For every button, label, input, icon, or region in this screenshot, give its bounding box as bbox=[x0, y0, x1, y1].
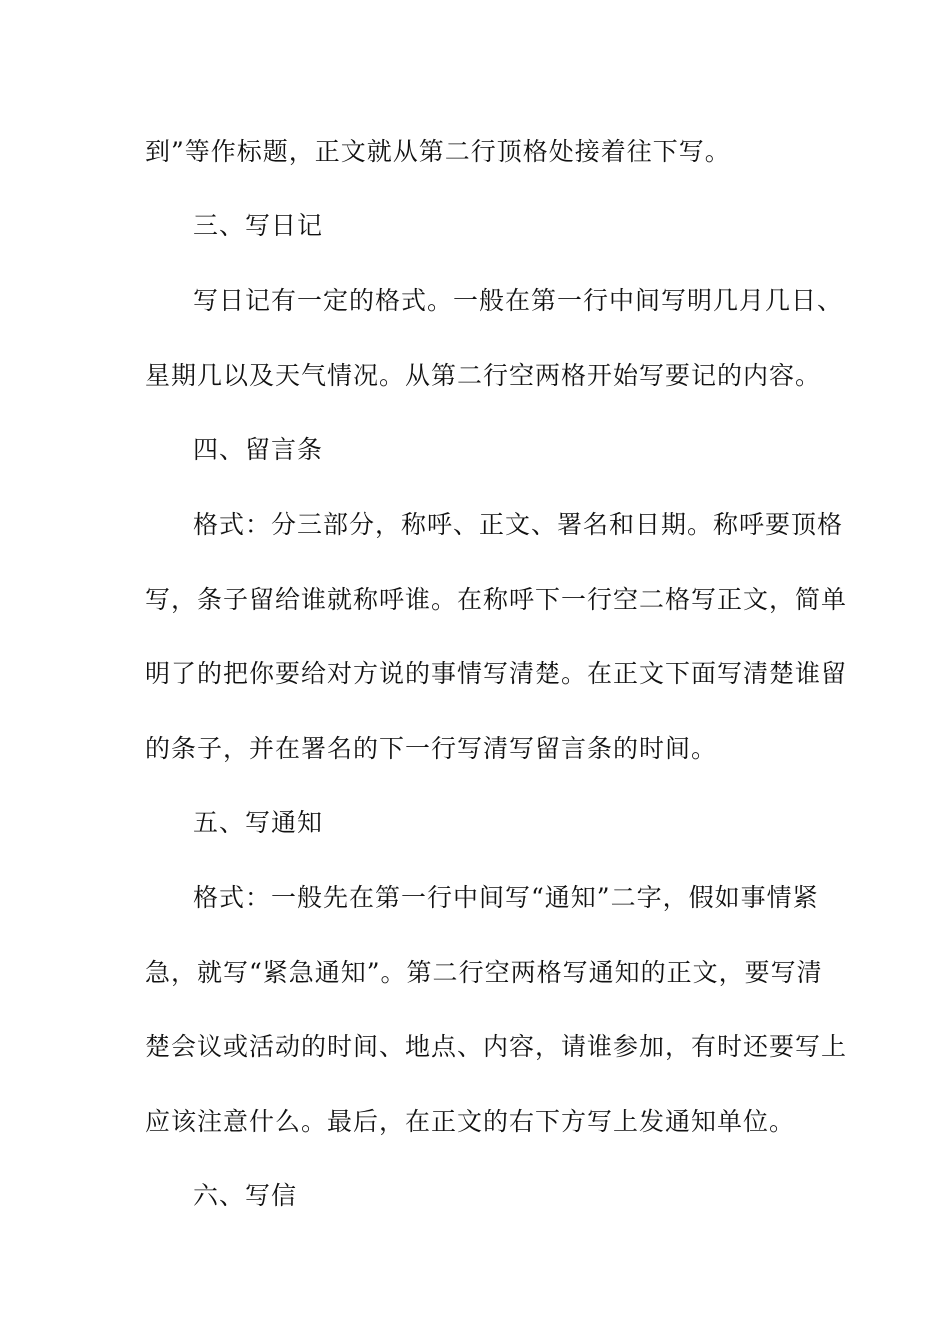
heading-message-note: 四、留言条 bbox=[193, 435, 324, 464]
paragraph-line: 急，就写“紧急通知”。第二行空两格写通知的正文，要写清 bbox=[145, 958, 823, 987]
heading-notice: 五、写通知 bbox=[193, 808, 324, 837]
paragraph-line: 星期几以及天气情况。从第二行空两格开始写要记的内容。 bbox=[145, 361, 822, 390]
paragraph-line: 的条子，并在署名的下一行写清写留言条的时间。 bbox=[145, 734, 718, 763]
paragraph-line: 写，条子留给谁就称呼谁。在称呼下一行空二格写正文，简单 bbox=[145, 585, 848, 614]
paragraph-line: 格式：分三部分，称呼、正文、署名和日期。称呼要顶格 bbox=[193, 510, 844, 539]
paragraph-line: 明了的把你要给对方说的事情写清楚。在正文下面写清楚谁留 bbox=[145, 659, 848, 688]
heading-diary: 三、写日记 bbox=[193, 211, 324, 240]
paragraph-continuation: 到”等作标题，正文就从第二行顶格处接着往下写。 bbox=[145, 137, 731, 166]
paragraph-line: 应该注意什么。最后，在正文的右下方写上发通知单位。 bbox=[145, 1107, 796, 1136]
paragraph-line: 格式：一般先在第一行中间写“通知”二字，假如事情紧 bbox=[193, 883, 819, 912]
paragraph-line: 楚会议或活动的时间、地点、内容，请谁参加，有时还要写上 bbox=[145, 1032, 848, 1061]
heading-letter: 六、写信 bbox=[193, 1181, 298, 1210]
paragraph-line: 写日记有一定的格式。一般在第一行中间写明几月几日、 bbox=[193, 286, 844, 315]
